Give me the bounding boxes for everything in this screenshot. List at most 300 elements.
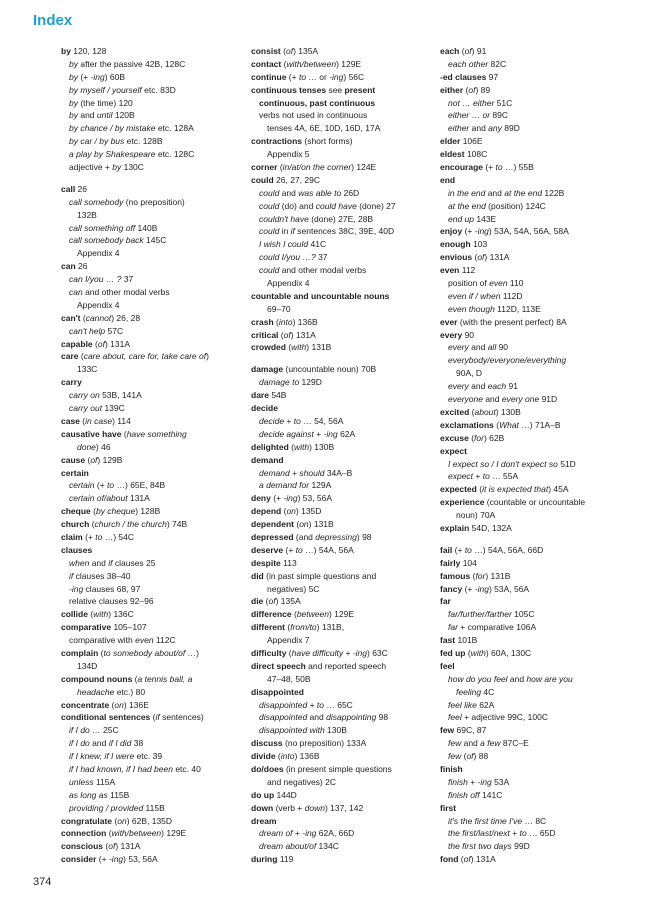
index-headword-line [61,518,233,531]
index-headword-line [440,802,618,815]
italic-text: by [69,58,78,69]
index-headword-line [251,45,423,58]
italic-text: disappointed [259,712,308,723]
entry-text: 115B [107,789,130,800]
entry-text: 141C [479,789,503,800]
italic-text: a tennis ball, a [137,673,193,684]
entry-gap [61,174,233,183]
index-subentry-line [251,415,423,428]
entry-text: 108C [464,149,488,160]
entry-text: ( [78,351,84,362]
index-subentry-line [61,196,233,209]
italic-text: can [69,287,83,298]
italic-text: on [117,815,127,826]
italic-text: if I do … [69,725,101,736]
headword: by [61,46,71,56]
italic-text: carry out [69,403,103,414]
entry-text: 89D [501,123,520,134]
entry-text: ( [273,316,279,327]
headword: crash [251,316,274,327]
index-headword-line [61,338,233,351]
index-headword-line [251,531,423,544]
entry-text: (short forms) [302,136,353,147]
italic-text: far [448,622,458,633]
italic-text: by [69,110,78,121]
entry-text: ) 136B [294,751,320,762]
index-subentry-line [440,58,618,71]
index-subentry-line [440,737,618,750]
italic-text: couldn't have [259,213,309,224]
headword: consist [251,46,281,56]
entry-text: ( [79,415,86,426]
entry-text: (+ [462,583,475,594]
headword: disappointed [251,686,304,697]
entry-text: + [467,776,478,787]
italic-text: call something off [69,222,136,233]
index-headword-line [440,595,618,608]
index-subentry-line [61,634,233,647]
entry-text: 145C [143,235,167,246]
entry-text: (no preposition) [123,196,185,207]
headword: clauses [61,544,93,555]
headword: delighted [251,441,289,452]
index-headword-line [440,483,618,496]
italic-text: by cheque [95,506,136,517]
entry-text: 139C [102,403,125,414]
headword: excited [440,406,470,417]
entry-text: ( [132,673,138,684]
italic-text: each other [448,58,489,69]
headword: do up [251,789,275,800]
headword: enough [440,239,471,250]
headword: critical [251,329,279,340]
index-headword-line [440,238,618,251]
italic-text: of [463,854,471,865]
entry-text: ) 137, 142 [324,802,364,813]
entry-text: + [289,467,300,478]
italic-text: carry on [69,390,100,401]
index-subentry-line [61,247,233,260]
italic-text: have something [126,428,187,439]
entry-text: 122B [542,187,565,198]
entry-text: 90 [462,329,475,340]
index-subentry-line [251,225,423,238]
index-subentry-line [61,161,233,174]
headword: expected [440,484,477,495]
entry-text: 134D [77,660,98,671]
italic-text: few [448,738,462,749]
index-headword-line [251,174,423,187]
entry-text: ) 131A [115,841,141,852]
index-subentry-line [440,97,618,110]
italic-text: a play by Shakespeare [69,149,156,160]
italic-text: for [475,570,486,581]
headword: compound nouns [61,673,133,684]
headword: end [440,174,456,185]
italic-text: either … or [448,110,491,121]
entry-text: ( [90,506,96,517]
italic-text: was able to [298,187,342,198]
italic-text: of [97,338,105,349]
index-subentry-line [440,840,618,853]
italic-text: I expect so / I don't expect so [448,458,558,469]
italic-text: it's the first time I've [448,815,523,826]
headword: deny [251,493,271,504]
entry-text: ) 53, 56A [123,854,158,865]
italic-text: have difficulty [291,647,344,658]
italic-text: to [293,415,301,426]
entry-text: clauses 25 [112,557,156,568]
index-subentry-line [251,303,423,316]
index-headword-line [251,518,423,531]
italic-text: church / the church [94,519,167,530]
index-subentry-line [251,467,423,480]
italic-text: about [474,406,496,417]
entry-text: 47–48, 50B [267,673,311,684]
headword: can [61,261,76,272]
index-headword-line [61,428,233,441]
entry-text: clauses 68, 97 [83,583,141,594]
index-subentry-line [251,583,423,596]
entry-text: ( [468,432,475,443]
entry-text: 144D [274,789,297,800]
italic-text: for [474,432,484,443]
entry-text: 57C [105,325,124,336]
entry-text: 62A, 66D [316,828,355,839]
headword: exclamations [440,419,494,430]
italic-text: few [448,751,462,762]
entry-text: (in present simple questions [283,763,392,774]
entry-text: 143E [474,213,497,224]
index-subentry-line [440,686,618,699]
entry-text: 130B [324,725,347,736]
italic-text: damage to [259,377,300,388]
entry-text: and [307,712,327,723]
index-headword-line [251,454,423,467]
italic-text: as long as [69,789,108,800]
index-headword-line [61,673,233,686]
italic-text: if I do [69,738,90,749]
entry-text: ) 136B [292,316,318,327]
italic-text: disappointed [259,699,308,710]
italic-text: if I had known, if I had been [69,763,173,774]
headword: divide [251,751,276,762]
headword: deserve [251,544,284,555]
index-headword-line [251,316,423,329]
index-subentry-line [440,290,618,303]
headword: collide [61,609,88,620]
index-headword-line [61,376,233,389]
index-subentry-line [251,109,423,122]
entry-text: ) 63C [367,647,388,658]
entry-text: ) 124E [351,162,377,173]
italic-text: finish [448,776,468,787]
headword: envious [440,252,473,263]
index-subentry-line [251,264,423,277]
italic-text: how are you [526,673,573,684]
entry-text: 119 [277,854,294,865]
index-subentry-line [440,187,618,200]
index-headword-line [251,290,423,303]
index-subentry-line [61,273,233,286]
index-headword-line [251,84,423,97]
index-headword-line [440,660,618,673]
index-subentry-line [440,354,618,367]
headword: call [61,183,76,194]
italic-text: -ing [474,226,489,237]
entry-text: (+ [77,71,91,82]
entry-text: 133C [77,364,98,375]
index-headword-line [251,621,423,634]
index-headword-line [440,557,618,570]
index-headword-line [251,647,423,660]
italic-text: -ing [283,493,298,504]
index-headword-line [251,161,423,174]
index-subentry-line [61,209,233,222]
italic-text: when [69,557,90,568]
index-headword-line [440,544,618,557]
index-headword-line [61,815,233,828]
entry-text: … 65C [324,699,353,710]
index-headword-line [61,531,233,544]
entry-text: tenses 4A, 6E, 10D, 16D, 17A [267,123,381,134]
entry-text: ( [469,406,475,417]
index-subentry-line [61,109,233,122]
index-subentry-line [440,458,618,471]
entry-text: 62A [337,428,356,439]
italic-text: every [448,342,469,353]
entry-text: 69C, 87 [454,725,487,736]
italic-text: to [316,699,324,710]
index-headword-line [251,789,423,802]
italic-text: of [464,46,472,56]
entry-text: (in past simple questions and [263,570,377,581]
headword: ever [440,316,458,327]
index-subentry-line [440,776,618,789]
headword: eldest [440,149,465,160]
index-headword-line [251,570,423,583]
italic-text: to [95,531,103,542]
index-subentry-line [61,441,233,454]
headword: congratulate [61,815,113,826]
entry-text: …) 54C [102,531,135,542]
entry-text: 112D [500,290,523,301]
entry-text: 97 [486,71,499,82]
index-headword-line [61,467,233,480]
italic-text: can I/you … ? [69,274,122,285]
entry-text: 104 [460,557,477,568]
index-headword-line [440,496,618,509]
italic-text: even if / when [448,290,501,301]
headword: encourage [440,162,483,173]
italic-text: can't help [69,325,106,336]
italic-text: demand [259,467,290,478]
italic-text: -ing [323,428,338,439]
entry-text: ( [103,841,109,852]
index-headword-line [440,419,618,432]
italic-text: into [280,751,295,762]
italic-text: of [468,84,476,95]
italic-text: feeling [456,686,482,697]
headword: church [61,519,90,530]
entry-text: (+ [94,480,108,491]
index-headword-line [440,583,618,596]
entry-gap [440,535,618,544]
index-subentry-line [61,595,233,608]
italic-text: with/between [286,58,337,69]
headword: cause [61,454,86,465]
italic-text: could have [315,200,357,211]
italic-text: if I knew, if I were [69,751,135,762]
headword: -ed clauses [440,71,487,82]
italic-text: everyone [448,394,483,405]
entry-text: …) 55B [502,162,534,173]
index-subentry-line [61,776,233,789]
italic-text: could [259,187,280,198]
italic-text: it is expected that [482,484,549,495]
entry-text: 110 [507,278,524,289]
entry-text: relative clauses 92–96 [69,596,154,607]
entry-text: ) 131B [306,342,332,353]
entry-text: ) 131B, [316,622,345,633]
italic-text: every [448,381,469,392]
index-subentry-line [61,479,233,492]
entry-text: ) 53, 56A [297,493,333,504]
entry-text: ) 131B [485,570,511,581]
index-subentry-line [440,200,618,213]
entry-text: 38 [131,738,144,749]
index-subentry-line [440,815,618,828]
index-headword-line [440,135,618,148]
italic-text: between [296,609,329,620]
entry-text: … 8C [522,815,547,826]
entry-text: ( [280,46,286,56]
index-headword-line [251,737,423,750]
entry-text: 69–70 [267,303,291,314]
entry-text: …) 71A–B [518,419,561,430]
italic-text: to somebody about/of … [103,647,197,658]
entry-text: ( [285,342,292,353]
headword: comparative [61,622,112,633]
entry-text: ) 74B [166,519,188,530]
headword: dare [251,390,269,401]
headword: claim [61,531,83,542]
entry-text: 140B [135,222,158,233]
index-headword-line [440,724,618,737]
entry-text: + comparative 106A [457,622,537,633]
entry-text: etc. 39 [134,751,163,762]
italic-text: of [477,252,485,263]
headword: contact [251,58,282,69]
headword: expect [440,445,467,456]
entry-text: 120, 128 [70,46,107,56]
entry-text: comparative with [69,635,136,646]
entry-text: ( [281,506,287,517]
italic-text: -ing [474,583,489,594]
entry-text: ( [106,828,112,839]
index-headword-line [61,505,233,518]
headword: do/does [251,763,284,774]
headword: dependent [251,519,294,530]
entry-text: …) 54A, 56A, 66D [471,544,544,555]
italic-text: if I did [108,738,132,749]
entry-text: 41C [308,239,327,250]
index-subentry-line [61,724,233,737]
headword: experience [440,497,485,508]
entry-text: + adjective 99C, 100C [461,712,548,723]
index-headword-line [440,406,618,419]
entry-text: … or [306,71,330,82]
entry-text: 112 [459,265,476,276]
entry-text: ( [278,329,284,340]
italic-text: could [259,200,280,211]
italic-text: with/between [111,828,162,839]
headword: fond [440,854,459,865]
entry-text: (+ [82,531,96,542]
headword: contractions [251,136,303,147]
index-subentry-line [61,660,233,673]
entry-text: ( [263,596,269,607]
entry-text: ( [112,815,118,826]
page-title: Index [33,12,73,29]
index-subentry-line [251,187,423,200]
entry-text: and negatives) 2C [267,776,336,787]
index-subentry-line [440,470,618,483]
entry-text: + [284,415,294,426]
entry-text: … 55A [489,471,519,482]
entry-text: ( [288,441,294,452]
entry-text: ) 136C [108,609,134,620]
index-headword-line [61,853,233,866]
index-subentry-line [440,621,618,634]
index-headword-line [61,711,233,724]
entry-text: (position) 124C [485,200,546,211]
headword: capable [61,338,93,349]
index-headword-line [440,161,618,174]
index-subentry-line [61,148,233,161]
entry-text: Appendix 4 [77,248,120,259]
index-subentry-line [61,58,233,71]
headword: feel [440,660,455,671]
index-headword-line [440,316,618,329]
headword: dream [251,815,277,826]
index-headword-line [251,135,423,148]
headword: fast [440,635,456,646]
entry-text: (no preposition) 133A [282,738,367,749]
italic-text: should [299,467,325,478]
index-subentry-line [61,122,233,135]
headword: depressed [251,531,294,542]
entry-text: etc. 128C [155,149,195,160]
italic-text: I wish I could [259,239,309,250]
entry-text: 90 [496,342,509,353]
entry-text: 26 [75,261,88,272]
entry-text: 91D [539,394,558,405]
entry-text: ) 45A [548,484,569,495]
entry-text: ) 131A [484,252,510,263]
index-headword-line [61,45,233,58]
entry-text: 120B [112,110,135,121]
italic-text: with [291,342,307,353]
index-headword-line [440,647,618,660]
index-subentry-line [251,634,423,647]
entry-text: ( [493,419,500,430]
headword: difficulty [251,647,287,658]
headword: decide [251,403,278,414]
index-subentry-line [251,711,423,724]
entry-text: (done) 27E, 28B [308,213,374,224]
italic-text: by [112,162,122,173]
